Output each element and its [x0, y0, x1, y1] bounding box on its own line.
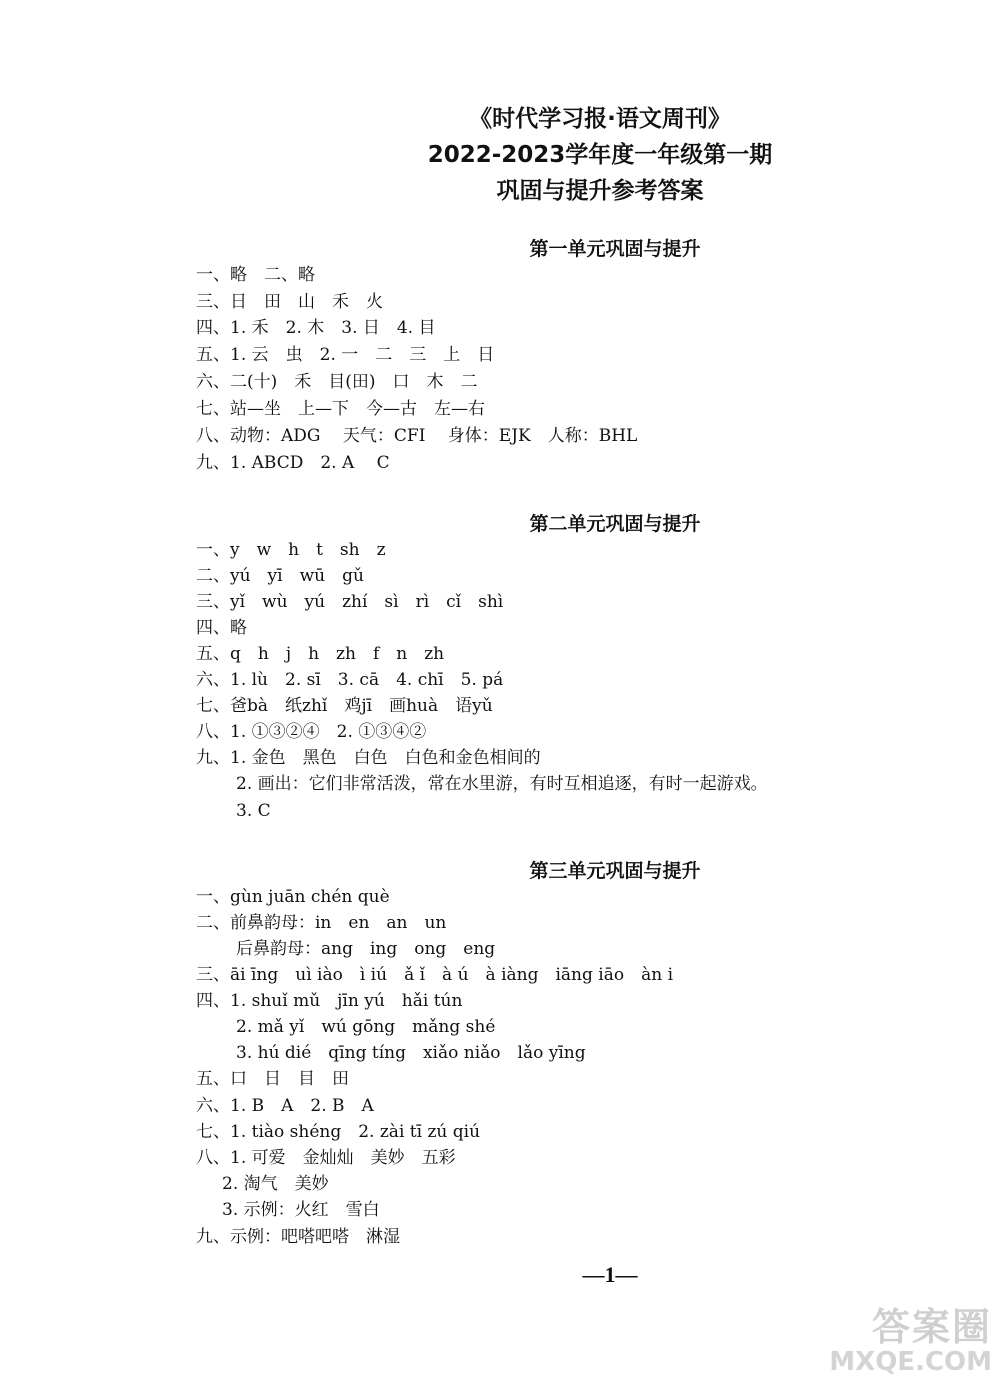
watermark	[812, 1296, 992, 1384]
unit-3-answer-7: 七、1. tiào shéng 2. zài tī zú qiú	[196, 1122, 481, 1142]
unit-2-title: 第二单元巩固与提升	[529, 513, 701, 535]
unit-3-title: 第三单元巩固与提升	[529, 860, 701, 882]
unit-3-answer-6: 六、1. B A 2. B A	[196, 1096, 374, 1116]
document-title-line2: 2022-2023学年度一年级第一期	[427, 142, 773, 168]
unit-1-answer-3: 三、日 田 山 禾 火	[196, 292, 383, 312]
unit-3-answer-4: 四、1. shuǐ mǔ jīn yú hǎi tún	[196, 991, 463, 1011]
unit-3-answer-4-2: 2. mǎ yǐ wú gōng mǎng shé	[236, 1017, 496, 1037]
unit-2-answer-4: 四、略	[196, 618, 247, 638]
unit-2-answer-5: 五、q h j h zh f n zh	[196, 644, 445, 664]
page-number: —1—	[582, 1262, 638, 1287]
unit-1-answer-5: 五、1. 云 虫 2. 一 二 三 上 日	[196, 345, 495, 365]
unit-3-answer-9: 九、示例：吧嗒吧嗒 淋湿	[196, 1227, 400, 1247]
unit-1-answer-6: 六、二(十) 禾 目(田) 口 木 二	[196, 372, 478, 392]
unit-1-answer-4: 四、1. 禾 2. 木 3. 日 4. 目	[196, 318, 436, 338]
unit-3-answer-2-back: 后鼻韵母：ang ing ong eng	[236, 939, 496, 959]
unit-3-answer-8: 八、1. 可爱 金灿灿 美妙 五彩	[196, 1148, 456, 1168]
unit-2-answer-3: 三、yǐ wù yú zhí sì rì cǐ shì	[196, 592, 504, 612]
unit-3-answer-5: 五、口 日 目 田	[196, 1069, 349, 1089]
document-title-line3: 巩固与提升参考答案	[496, 178, 704, 204]
unit-1-answer-7: 七、站—坐 上—下 今—古 左—右	[196, 399, 485, 419]
unit-3-answer-4-3: 3. hú dié qīng tíng xiǎo niǎo lǎo yīng	[236, 1043, 586, 1063]
unit-2-answer-9: 九、1. 金色 黑色 白色 白色和金色相间的	[196, 748, 541, 768]
unit-2-answer-7: 七、爸bà 纸zhǐ 鸡jī 画huà 语yǔ	[196, 696, 493, 716]
watermark-logo: 答案圈	[871, 1305, 992, 1349]
unit-3-answer-3: 三、āi īng uì iào ì iú ǎ ǐ à ú à iàng iāng iāo àn i	[196, 965, 674, 985]
unit-1-title: 第一单元巩固与提升	[529, 238, 701, 260]
document-title-line1: 《时代学习报·语文周刊》	[469, 106, 731, 132]
unit-2-answer-9-2: 2. 画出：它们非常活泼，常在水里游，有时互相追逐，有时一起游戏。	[236, 774, 768, 794]
unit-1-answer-9: 九、1. ABCD 2. A C	[196, 453, 390, 473]
watermark-url: MXQE.COM	[829, 1347, 992, 1377]
unit-3-answer-1: 一、gùn juān chén què	[196, 887, 390, 907]
unit-3-answer-8-2: 2. 淘气 美妙	[222, 1174, 329, 1194]
unit-2-answer-6: 六、1. lù 2. sī 3. cā 4. chī 5. pá	[196, 670, 504, 690]
unit-3-answer-8-3: 3. 示例：火红 雪白	[222, 1200, 380, 1220]
unit-1-answer-1: 一、略 二、略	[196, 265, 315, 285]
unit-2-answer-1: 一、y w h t sh z	[196, 540, 386, 560]
unit-2-answer-2: 二、yú yī wū gǔ	[196, 566, 364, 586]
unit-1-answer-8: 八、动物：ADG 天气：CFI 身体：EJK 人称：BHL	[196, 426, 638, 446]
unit-2-answer-9-3: 3. C	[236, 801, 271, 821]
unit-2-answer-8: 八、1. ①③②④ 2. ①③④②	[196, 722, 427, 742]
unit-3-answer-2: 二、前鼻韵母：in en an un	[196, 913, 447, 933]
